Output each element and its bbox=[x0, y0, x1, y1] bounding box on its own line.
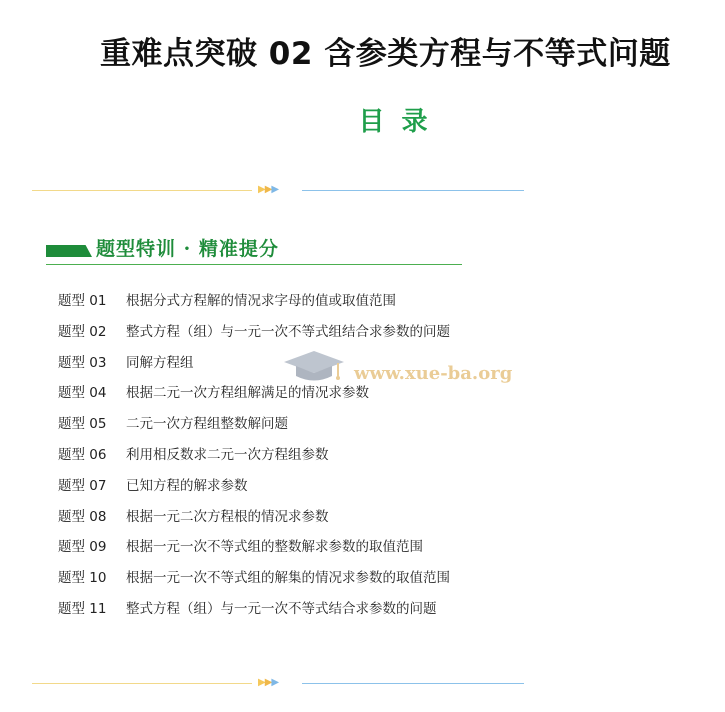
toc-item[interactable] bbox=[58, 597, 450, 628]
page-title: 重难点突破 02 含参类方程与不等式问题 bbox=[100, 36, 671, 72]
toc-item[interactable] bbox=[58, 474, 450, 505]
triple-arrow-icon: ▶▶▶ bbox=[258, 184, 279, 195]
toc-item-number: 题型 07 bbox=[58, 477, 107, 494]
watermark bbox=[282, 345, 522, 391]
toc-item-title: 已知方程的解求参数 bbox=[126, 477, 248, 494]
toc-item-title: 根据一元一次不等式组的整数解求参数的取值范围 bbox=[126, 539, 423, 556]
toc-item[interactable] bbox=[58, 412, 450, 443]
toc-item-number: 题型 01 bbox=[58, 293, 107, 309]
toc-item-number: 题型 02 bbox=[58, 323, 107, 340]
toc-item[interactable] bbox=[58, 566, 450, 597]
toc-item[interactable] bbox=[58, 505, 450, 536]
toc-item-title: 整式方程（组）与一元一次不等式组结合求参数的问题 bbox=[126, 323, 450, 340]
toc-list bbox=[58, 289, 450, 628]
toc-item-number: 题型 10 bbox=[58, 570, 107, 587]
divider-line-left bbox=[32, 190, 252, 191]
bottom-divider bbox=[32, 678, 524, 690]
toc-item-title: 利用相反数求二元一次方程组参数 bbox=[126, 446, 329, 463]
toc-item-number: 题型 09 bbox=[58, 539, 107, 556]
toc-item[interactable] bbox=[58, 535, 450, 566]
toc-item-number: 题型 03 bbox=[58, 354, 107, 371]
toc-item-number: 题型 11 bbox=[58, 600, 107, 617]
toc-item[interactable] bbox=[58, 289, 450, 320]
toc-item-title: 根据一元二次方程根的情况求参数 bbox=[126, 508, 329, 525]
toc-item-number: 题型 06 bbox=[58, 446, 107, 463]
toc-item-title: 同解方程组 bbox=[126, 354, 194, 371]
toc-item-title: 整式方程（组）与一元一次不等式结合求参数的问题 bbox=[126, 600, 437, 617]
toc-item[interactable] bbox=[58, 443, 450, 474]
graduation-cap-icon bbox=[282, 347, 346, 387]
toc-item-title: 二元一次方程组整数解问题 bbox=[126, 416, 288, 433]
top-divider bbox=[32, 185, 524, 197]
toc-item-title: 根据二元一次方程组解满足的情况求参数 bbox=[126, 385, 369, 402]
toc-item-number: 题型 05 bbox=[58, 416, 107, 433]
toc-item-number: 题型 04 bbox=[58, 385, 107, 402]
divider-line-left bbox=[32, 683, 252, 684]
toc-item-title: 根据分式方程解的情况求字母的值或取值范围 bbox=[126, 293, 396, 309]
divider-line-right bbox=[302, 683, 524, 684]
section-bar-icon bbox=[46, 245, 92, 257]
watermark-url: www.xue-ba.org bbox=[354, 363, 513, 384]
divider-line-right bbox=[302, 190, 524, 191]
toc-heading: 目 录 bbox=[358, 107, 432, 137]
toc-item-number: 题型 08 bbox=[58, 508, 107, 525]
section-header-text: 题型特训 · 精准提分 bbox=[96, 238, 279, 260]
triple-arrow-icon: ▶▶▶ bbox=[258, 677, 279, 688]
toc-item-title: 根据一元一次不等式组的解集的情况求参数的取值范围 bbox=[126, 570, 450, 587]
section-header bbox=[46, 236, 462, 265]
